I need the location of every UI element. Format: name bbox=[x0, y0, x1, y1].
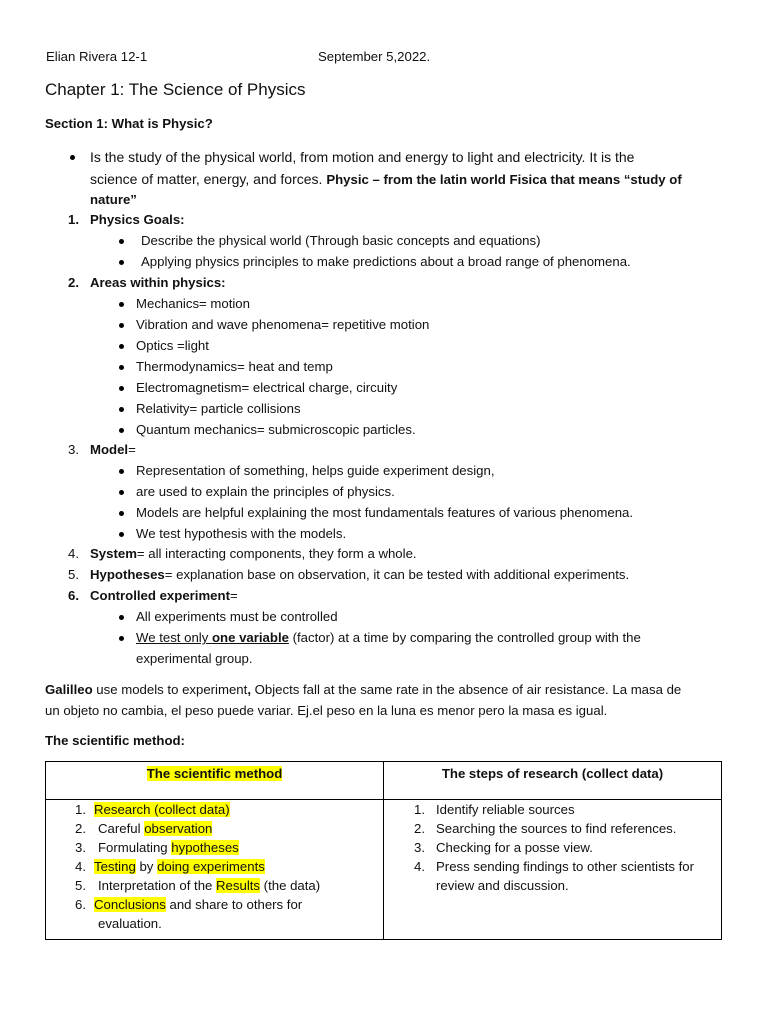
step-number: 6. bbox=[75, 897, 86, 912]
bullet-icon bbox=[119, 428, 124, 433]
bullet-icon bbox=[119, 490, 124, 495]
step-highlight: observation bbox=[144, 821, 213, 836]
author-name: Elian Rivera 12-1 bbox=[46, 49, 148, 64]
item-controlled bbox=[90, 588, 238, 603]
item-label-physics-goals: Physics Goals: bbox=[90, 212, 185, 227]
item-label-areas: Areas within physics: bbox=[90, 275, 226, 290]
galileo-line-2: un objeto no cambia, el peso puede variar. Ej.el peso en la luna es menor pero la masa es igual. bbox=[45, 703, 608, 718]
col1-header: The scientific method bbox=[146, 766, 283, 781]
table-cell bbox=[384, 800, 722, 940]
research-steps-list bbox=[384, 800, 721, 901]
step-number: 3. bbox=[414, 840, 425, 855]
item-number: 4. bbox=[68, 546, 79, 561]
step-text: Interpretation of the bbox=[98, 878, 217, 893]
step-number: 3. bbox=[75, 840, 86, 855]
list-item bbox=[46, 838, 383, 857]
step-number: 2. bbox=[414, 821, 425, 836]
step-text: by bbox=[135, 859, 158, 874]
table-cell bbox=[46, 800, 384, 940]
controlled-bullet: All experiments must be controlled bbox=[136, 609, 338, 624]
col2-header: The steps of research (collect data) bbox=[441, 766, 664, 781]
item-number: 6. bbox=[68, 588, 79, 603]
model-bullet: We test hypothesis with the models. bbox=[136, 526, 347, 541]
list-item bbox=[384, 819, 721, 838]
scientific-method-table bbox=[45, 761, 722, 940]
step-text: evaluation. bbox=[98, 916, 162, 931]
goal-bullet: Applying physics principles to make predictions about a broad range of phenomena. bbox=[141, 254, 631, 269]
chapter-title: Chapter 1: The Science of Physics bbox=[45, 80, 306, 99]
table-header-cell bbox=[384, 762, 722, 800]
controlled-bullet-line2: experimental group. bbox=[136, 651, 253, 666]
bullet-icon bbox=[119, 323, 124, 328]
goal-bullet: Describe the physical world (Through basic concepts and equations) bbox=[141, 233, 541, 248]
step-text: and share to others for bbox=[165, 897, 303, 912]
step-text: Careful bbox=[98, 821, 145, 836]
step-highlight: Conclusions bbox=[94, 897, 166, 912]
bullet-icon bbox=[119, 615, 124, 620]
underlined-bold-text: one variable bbox=[211, 630, 289, 645]
underlined-text: We test only bbox=[136, 630, 212, 645]
item-label-hypotheses: Hypotheses bbox=[90, 567, 165, 582]
step-highlight: hypotheses bbox=[171, 840, 239, 855]
bullet-icon bbox=[70, 155, 75, 160]
intro-line-2 bbox=[90, 171, 682, 187]
bullet-icon bbox=[119, 302, 124, 307]
area-bullet: Optics =light bbox=[136, 338, 209, 353]
model-bullet: Models are helpful explaining the most fundamentals features of various phenomena. bbox=[136, 505, 634, 520]
step-text: Press sending findings to other scientists for bbox=[436, 859, 695, 874]
bullet-icon bbox=[119, 532, 124, 537]
intro-line-1: Is the study of the physical world, from motion and energy to light and electricity. It is the bbox=[90, 149, 635, 165]
item-rest: = all interacting components, they form a whole. bbox=[136, 546, 417, 561]
list-item bbox=[384, 857, 721, 876]
bullet-icon bbox=[119, 365, 124, 370]
step-text: Research (collect data) bbox=[94, 802, 230, 817]
list-item bbox=[384, 876, 721, 895]
controlled-bullet-variable bbox=[136, 630, 641, 645]
list-item bbox=[46, 857, 383, 876]
table-header-row bbox=[46, 762, 722, 800]
area-bullet: Thermodynamics= heat and temp bbox=[136, 359, 333, 374]
list-item bbox=[46, 800, 383, 819]
item-label-model: Model bbox=[90, 442, 129, 457]
step-text: Formulating bbox=[98, 840, 172, 855]
step-text: Checking for a posse view. bbox=[436, 840, 593, 855]
step-highlight: Testing bbox=[94, 859, 136, 874]
controlled-rest: (factor) at a time by comparing the controlled group with the bbox=[288, 630, 641, 645]
step-number: 4. bbox=[75, 859, 86, 874]
list-item bbox=[46, 914, 383, 933]
item-rest: = bbox=[128, 442, 136, 457]
table-row bbox=[46, 800, 722, 940]
section-title: Section 1: What is Physic? bbox=[45, 116, 213, 131]
intro-line-3: nature” bbox=[90, 192, 137, 207]
intro-plain: science of matter, energy, and forces. bbox=[90, 171, 327, 187]
item-rest: = bbox=[229, 588, 238, 603]
galileo-comma: , bbox=[247, 682, 251, 697]
list-item bbox=[46, 895, 383, 914]
bullet-icon bbox=[119, 511, 124, 516]
step-number: 2. bbox=[75, 821, 86, 836]
model-bullet: Representation of something, helps guide experiment design, bbox=[136, 463, 495, 478]
step-highlight: Results bbox=[216, 878, 261, 893]
step-number: 4. bbox=[414, 859, 425, 874]
step-text: (the data) bbox=[260, 878, 321, 893]
galileo-name: Galilleo bbox=[45, 682, 93, 697]
galileo-text: use models to experiment bbox=[92, 682, 248, 697]
item-label-system: System bbox=[90, 546, 137, 561]
bullet-icon bbox=[119, 386, 124, 391]
galileo-line-1 bbox=[45, 682, 681, 697]
item-number: 3. bbox=[68, 442, 79, 457]
area-bullet: Electromagnetism= electrical charge, circuity bbox=[136, 380, 398, 395]
step-highlight: doing experiments bbox=[157, 859, 265, 874]
item-number: 2. bbox=[68, 275, 79, 290]
bullet-icon bbox=[119, 239, 124, 244]
item-rest: = explanation base on observation, it can be tested with additional experiments. bbox=[164, 567, 630, 582]
item-number: 1. bbox=[68, 212, 79, 227]
method-heading: The scientific method: bbox=[45, 733, 185, 748]
area-bullet: Mechanics= motion bbox=[136, 296, 250, 311]
list-item bbox=[46, 876, 383, 895]
area-bullet: Quantum mechanics= submicroscopic particles. bbox=[136, 422, 416, 437]
list-item bbox=[384, 838, 721, 857]
method-steps-list bbox=[46, 800, 383, 939]
bullet-icon bbox=[119, 260, 124, 265]
item-system bbox=[90, 546, 417, 561]
step-text: Identify reliable sources bbox=[436, 802, 575, 817]
table-header-cell bbox=[46, 762, 384, 800]
bullet-icon bbox=[119, 636, 124, 641]
model-bullet: are used to explain the principles of physics. bbox=[136, 484, 395, 499]
list-item bbox=[384, 800, 721, 819]
item-hypotheses bbox=[90, 567, 629, 582]
list-item bbox=[46, 819, 383, 838]
bullet-icon bbox=[119, 344, 124, 349]
item-label-controlled: Controlled experiment bbox=[90, 588, 230, 603]
document-date: September 5,2022. bbox=[318, 49, 431, 64]
item-number: 5. bbox=[68, 567, 79, 582]
step-text: review and discussion. bbox=[436, 878, 569, 893]
step-number: 5. bbox=[75, 878, 86, 893]
galileo-text: Objects fall at the same rate in the absence of air resistance. La masa de bbox=[250, 682, 682, 697]
area-bullet: Vibration and wave phenomena= repetitive motion bbox=[136, 317, 430, 332]
bullet-icon bbox=[119, 469, 124, 474]
item-model bbox=[90, 442, 136, 457]
bullet-icon bbox=[119, 407, 124, 412]
area-bullet: Relativity= particle collisions bbox=[136, 401, 301, 416]
step-text: Searching the sources to find references. bbox=[436, 821, 677, 836]
intro-definition: Physic – from the latin world Fisica that means “study of bbox=[326, 172, 682, 187]
step-number: 1. bbox=[75, 802, 86, 817]
step-number: 1. bbox=[414, 802, 425, 817]
